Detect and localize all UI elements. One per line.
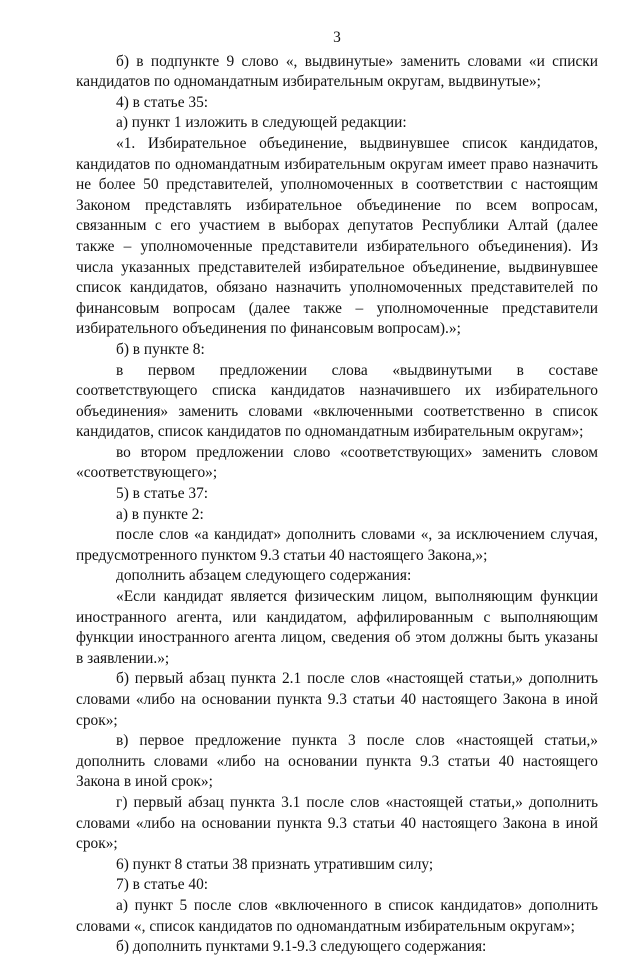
paragraph: во втором предложении слово «соответствующих» заменить словом «соответствующего»;	[76, 443, 598, 482]
paragraph: 7) в статье 40:	[116, 876, 209, 894]
paragraph: б) первый абзац пункта 2.1 после слов «настоящей статьи,» дополнить словами «либо на основании пункта 9.3 статьи 40 настоящего Закона в иной срок»;	[76, 670, 598, 729]
paragraph: б) дополнить пунктами 9.1-9.3 следующего содержания:	[116, 938, 487, 956]
paragraph: а) в пункте 2:	[116, 505, 204, 523]
paragraph: «Если кандидат является физическим лицом, выполняющим функции иностранного агента, или кандидатом, аффилированным с выполняющим функции иностранного агента лицом, сведения об этом должны быть указаны в заявлении.»;	[76, 588, 598, 667]
paragraph: б) в пункте 8:	[116, 340, 205, 358]
paragraph: «1. Избирательное объединение, выдвинувшее список кандидатов, кандидатов по одномандатным избирательным округам имеет право назначить не более 50 представителей, уполномоченных в соответствии с настоящим Законом представлять избирательное объединение по всем вопросам, связанным с его участием в выборах депутатов Республики Алтай (далее также – уполномоченные представители избирательного объединения). Из числа указанных представителей избирательное объединение, выдвинувшее список кандидатов, обязано назначить уполномоченных представителей по финансовым вопросам (далее также – уполномоченные представители избирательного объединения по финансовым вопросам).»;	[76, 134, 598, 338]
paragraph: б) в подпункте 9 слово «, выдвинутые» заменить словами «и списки кандидатов по одномандатным избирательным округам, выдвинутые»;	[76, 52, 598, 91]
paragraph: а) пункт 1 изложить в следующей редакции:	[116, 114, 407, 132]
paragraph: после слов «а кандидат» дополнить словами «, за исключением случая, предусмотренного пунктом 9.3 статьи 40 настоящего Закона,»;	[76, 526, 598, 564]
document-page	[76, 28, 598, 958]
paragraph: г) первый абзац пункта 3.1 после слов «настоящей статьи,» дополнить словами «либо на основании пункта 9.3 статьи 40 настоящего Закона в иной срок»;	[76, 793, 598, 853]
paragraph: 5) в статье 37:	[116, 485, 209, 503]
paragraph: а) пункт 5 после слов «включенного в список кандидатов» дополнить словами «, список кандидатов по одномандатным избирательным округам»;	[76, 896, 598, 935]
page-number: 3	[333, 29, 341, 46]
paragraph: 4) в статье 35:	[116, 93, 209, 111]
paragraph: 6) пункт 8 статьи 38 признать утратившим силу;	[116, 855, 434, 873]
paragraph: в) первое предложение пункта 3 после слов «настоящей статьи,» дополнить словами «либо на основании пункта 9.3 статьи 40 настоящего Закона в иной срок»;	[76, 732, 598, 791]
paragraph: в первом предложении слова «выдвинутыми в составе соответствующего списка кандидатов назначившего их избирательного объединения» заменить словами «включенными соответственно в список кандидатов, список кандидатов по одномандатным избирательным округам»;	[76, 361, 598, 441]
paragraph: дополнить абзацем следующего содержания:	[116, 567, 412, 585]
